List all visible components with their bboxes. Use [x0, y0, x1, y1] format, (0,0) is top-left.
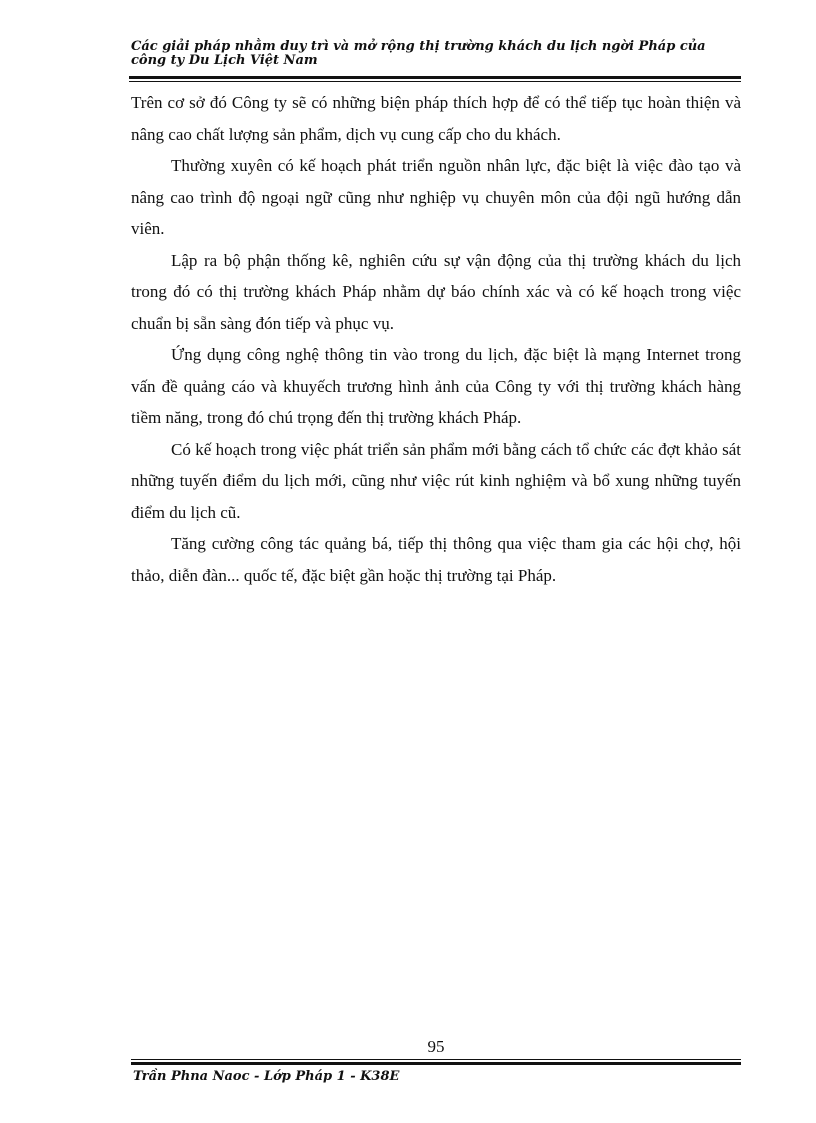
page-number: 95	[427, 1037, 445, 1056]
footer-rule-thin	[131, 1059, 741, 1060]
footer-rule-thick	[131, 1062, 741, 1065]
paragraph-continuation: Trên cơ sở đó Công ty sẽ có những biện pháp thích hợp để có thể tiếp tục hoàn thiện và nâng cao chất lượng sản phẩm, dịch vụ cung cấp cho du khách.	[131, 93, 741, 144]
header-title-line-1: Các giải pháp nhằm duy trì và mở rộng thị trường khách du lịch ngời Pháp của	[131, 39, 706, 54]
header-title-line-2: công ty Du Lịch Việt Nam	[131, 53, 318, 68]
header-rule-thin	[129, 81, 741, 82]
paragraph: Tăng cường công tác quảng bá, tiếp thị thông qua việc tham gia các hội chợ, hội thảo, diễn đàn... quốc tế, đặc biệt gần hoặc thị trường tại Pháp.	[131, 534, 741, 585]
paragraph: Lập ra bộ phận thống kê, nghiên cứu sự vận động của thị trường khách du lịch trong đó có thị trường khách Pháp nhằm dự báo chính xác và có kế hoạch trong việc chuẩn bị sẵn sàng đón tiếp và phục vụ.	[131, 250, 741, 333]
header-rule-thick	[129, 76, 741, 79]
running-footer: Trần Phna Naoc - Lớp Pháp 1 - K38E	[133, 1069, 400, 1084]
paragraph: Thường xuyên có kế hoạch phát triển nguồn nhân lực, đặc biệt là việc đào tạo và nâng cao trình độ ngoại ngữ cũng như nghiệp vụ chuyên môn của đội ngũ hướng dẫn viên.	[131, 156, 741, 238]
paragraph: Có kế hoạch trong việc phát triển sản phẩm mới bằng cách tổ chức các đợt khảo sát những tuyến điểm du lịch mới, cũng như việc rút kinh nghiệm và bổ xung những tuyến điểm du lịch cũ.	[131, 439, 741, 522]
paragraph: Ứng dụng công nghệ thông tin vào trong du lịch, đặc biệt là mạng Internet trong vấn đề quảng cáo và khuyếch trương hình ảnh của Công ty với thị trường khách hàng tiềm năng, trong đó chú trọng đến thị trường khách Pháp.	[131, 345, 741, 427]
body-text	[131, 87, 741, 591]
running-header	[131, 40, 741, 68]
